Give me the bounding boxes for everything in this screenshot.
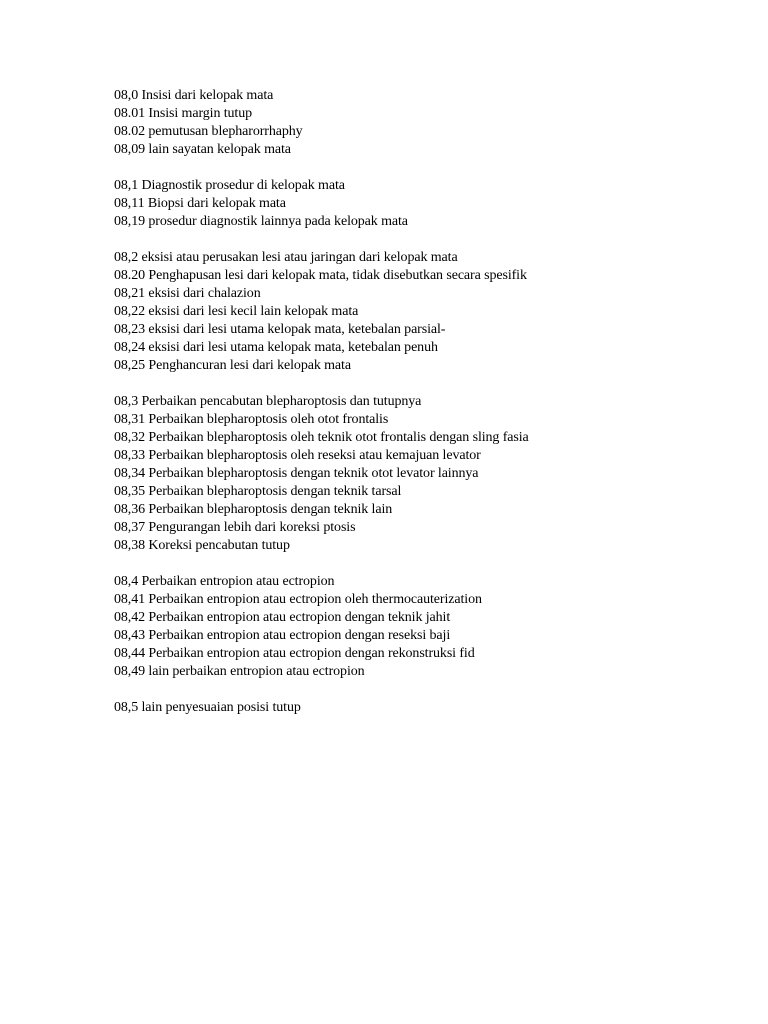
list-item: 08,38 Koreksi pencabutan tutup bbox=[114, 538, 290, 553]
section-08-5 bbox=[114, 699, 754, 717]
section-08-3 bbox=[114, 393, 754, 555]
list-item: 08,0 Insisi dari kelopak mata bbox=[114, 88, 274, 103]
list-item: 08,5 lain penyesuaian posisi tutup bbox=[114, 700, 301, 715]
list-item: 08,1 Diagnostik prosedur di kelopak mata bbox=[114, 178, 345, 193]
list-item: 08,23 eksisi dari lesi utama kelopak mata, ketebalan parsial- bbox=[114, 322, 446, 337]
list-item: 08,34 Perbaikan blepharoptosis dengan teknik otot levator lainnya bbox=[114, 466, 479, 481]
list-item: 08,19 prosedur diagnostik lainnya pada kelopak mata bbox=[114, 214, 408, 229]
list-item: 08,4 Perbaikan entropion atau ectropion bbox=[114, 574, 335, 589]
document-page bbox=[114, 87, 754, 735]
list-item: 08,24 eksisi dari lesi utama kelopak mata, ketebalan penuh bbox=[114, 340, 438, 355]
list-item: 08,41 Perbaikan entropion atau ectropion oleh thermocauterization bbox=[114, 592, 482, 607]
list-item: 08,2 eksisi atau perusakan lesi atau jaringan dari kelopak mata bbox=[114, 250, 458, 265]
list-item: 08.02 pemutusan blepharorrhaphy bbox=[114, 124, 303, 139]
list-item: 08,49 lain perbaikan entropion atau ectropion bbox=[114, 664, 365, 679]
list-item: 08,11 Biopsi dari kelopak mata bbox=[114, 196, 286, 211]
list-item: 08,36 Perbaikan blepharoptosis dengan teknik lain bbox=[114, 502, 393, 517]
list-item: 08,09 lain sayatan kelopak mata bbox=[114, 142, 291, 157]
list-item: 08,37 Pengurangan lebih dari koreksi ptosis bbox=[114, 520, 356, 535]
list-item: 08,35 Perbaikan blepharoptosis dengan teknik tarsal bbox=[114, 484, 402, 499]
section-08-1 bbox=[114, 177, 754, 231]
list-item: 08,32 Perbaikan blepharoptosis oleh teknik otot frontalis dengan sling fasia bbox=[114, 430, 529, 445]
list-item: 08,43 Perbaikan entropion atau ectropion dengan reseksi baji bbox=[114, 628, 451, 643]
section-08-0 bbox=[114, 87, 754, 159]
section-08-4 bbox=[114, 573, 754, 681]
list-item: 08,21 eksisi dari chalazion bbox=[114, 286, 261, 301]
list-item: 08,22 eksisi dari lesi kecil lain kelopak mata bbox=[114, 304, 359, 319]
list-item: 08,31 Perbaikan blepharoptosis oleh otot frontalis bbox=[114, 412, 389, 427]
list-item: 08.20 Penghapusan lesi dari kelopak mata, tidak disebutkan secara spesifik bbox=[114, 268, 527, 283]
section-08-2 bbox=[114, 249, 754, 375]
list-item: 08,25 Penghancuran lesi dari kelopak mata bbox=[114, 358, 351, 373]
list-item: 08.01 Insisi margin tutup bbox=[114, 106, 253, 121]
list-item: 08,3 Perbaikan pencabutan blepharoptosis dan tutupnya bbox=[114, 394, 422, 409]
list-item: 08,33 Perbaikan blepharoptosis oleh reseksi atau kemajuan levator bbox=[114, 448, 481, 463]
list-item: 08,44 Perbaikan entropion atau ectropion dengan rekonstruksi fid bbox=[114, 646, 475, 661]
list-item: 08,42 Perbaikan entropion atau ectropion dengan teknik jahit bbox=[114, 610, 451, 625]
